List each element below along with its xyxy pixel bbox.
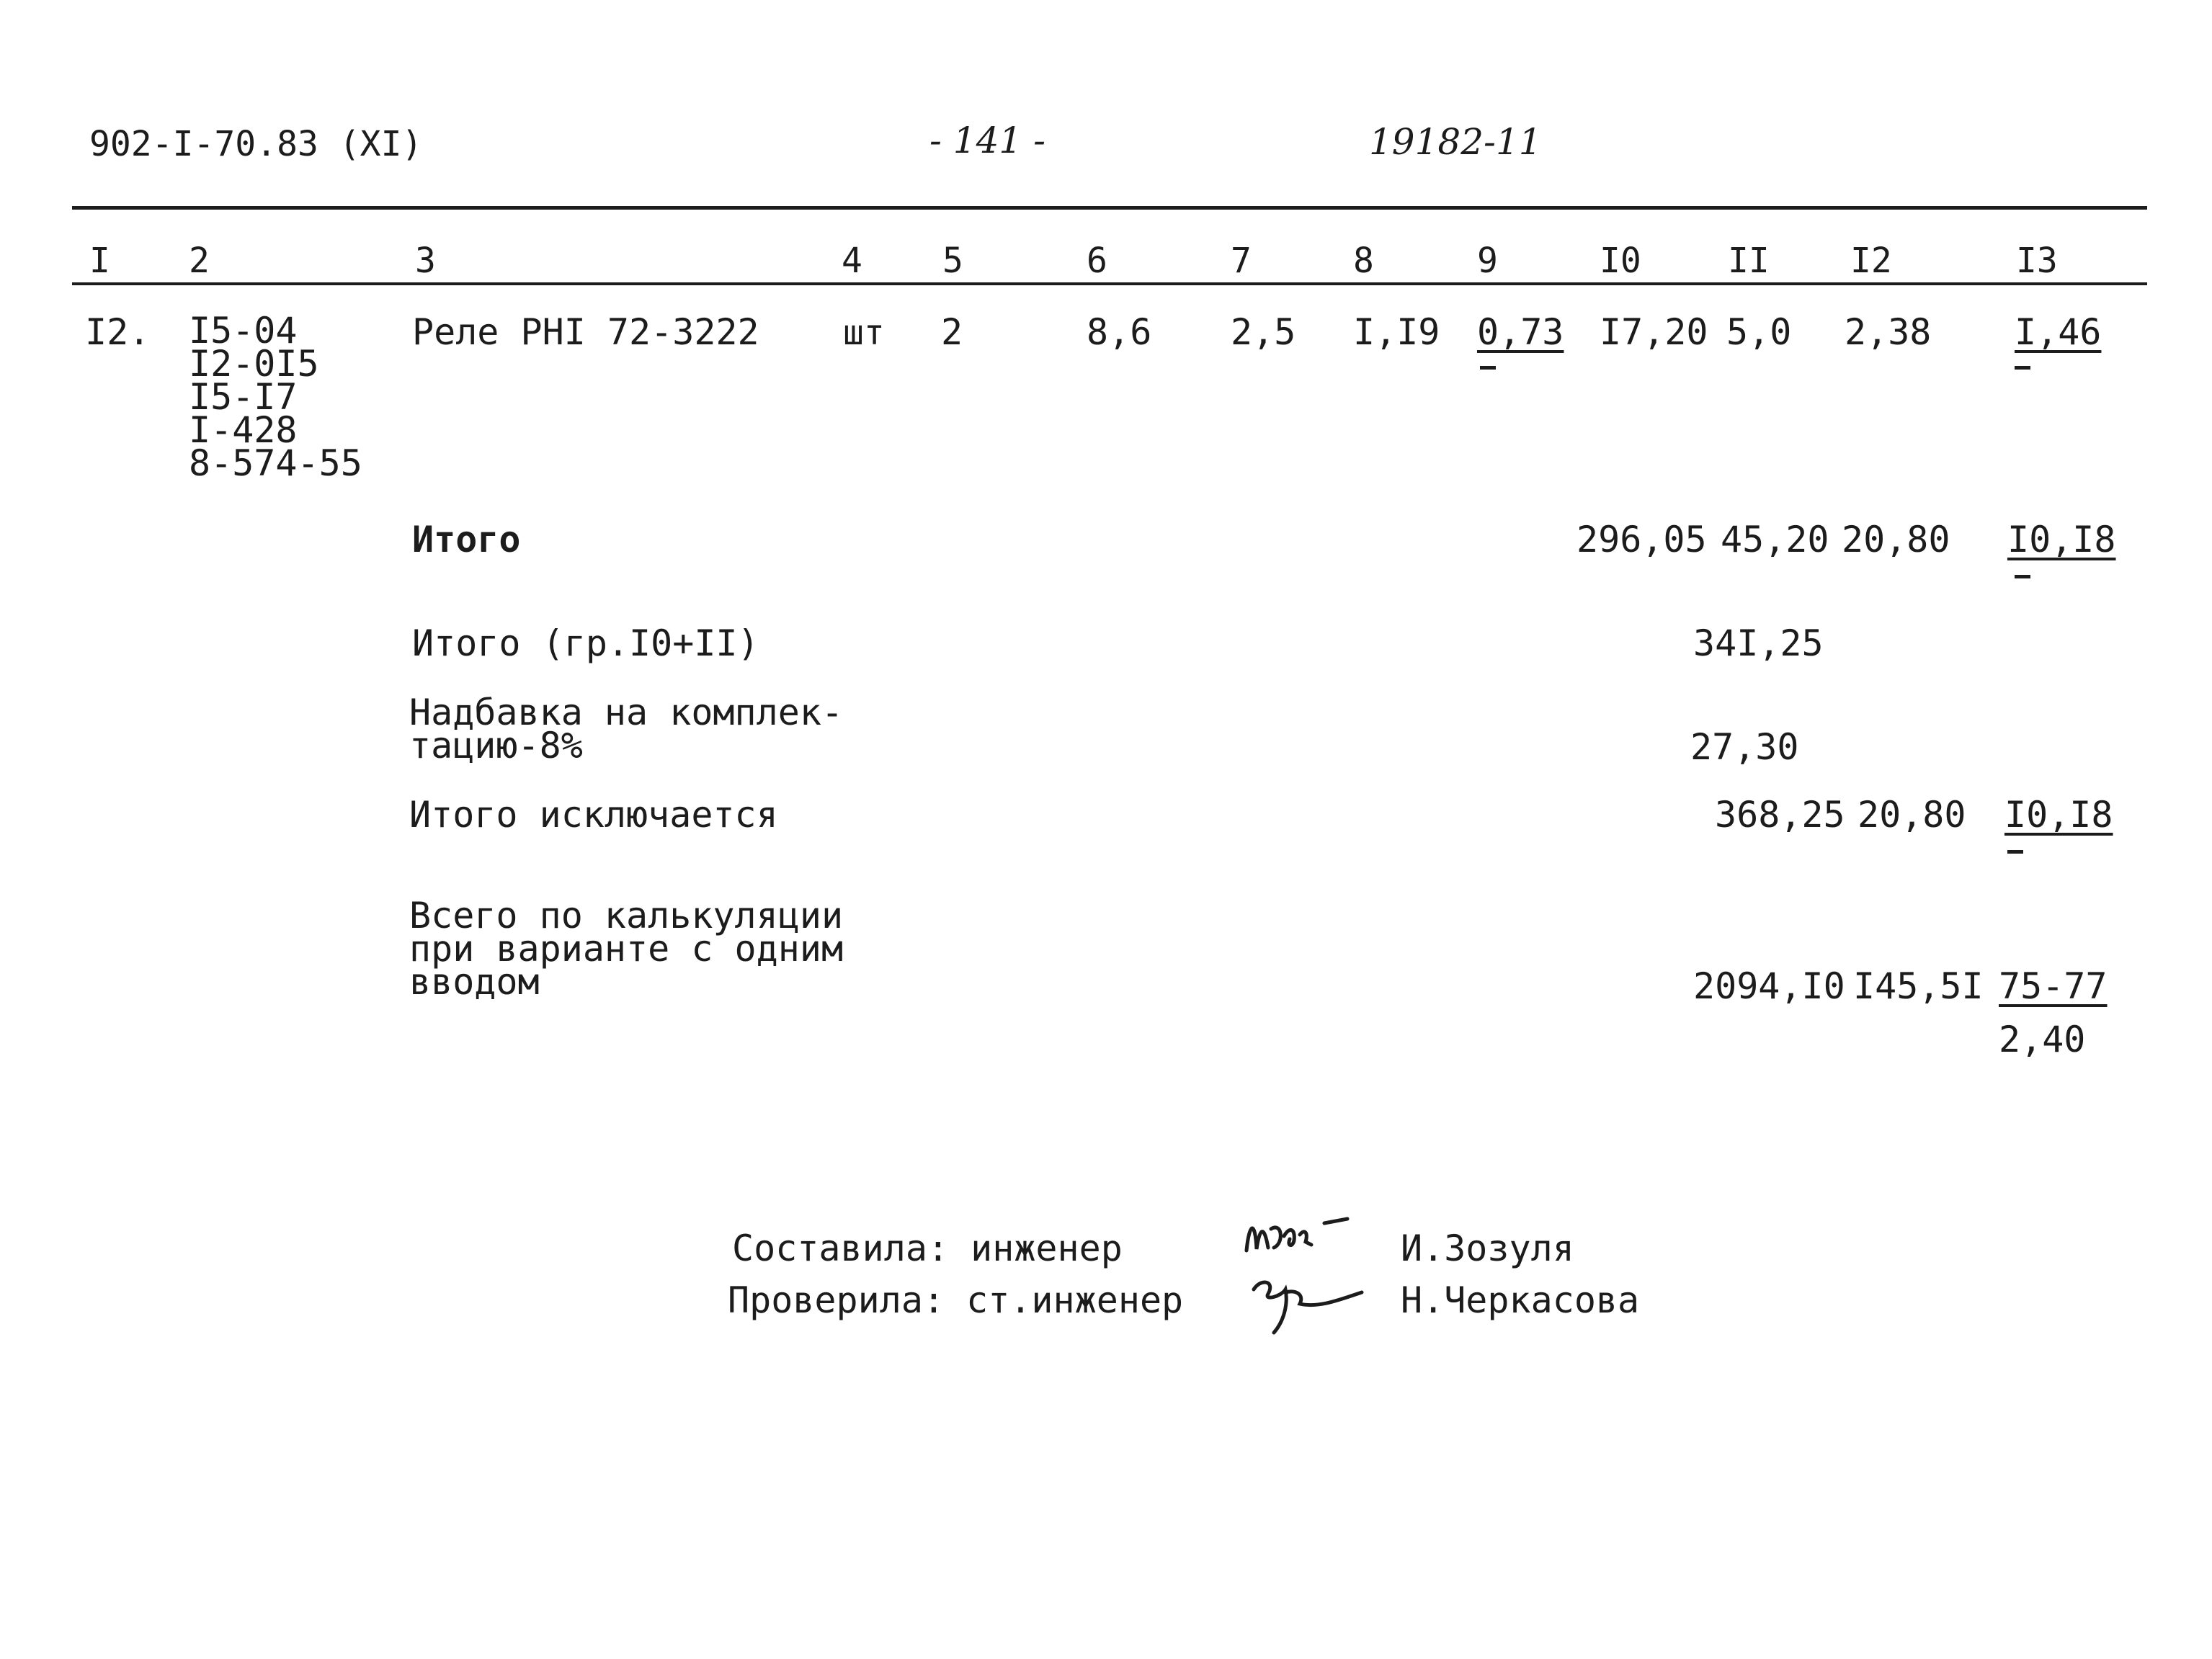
checked-by-label: Проверила: ст.инженер <box>728 1279 1184 1321</box>
summary-col13: I0,I8 <box>2007 519 2116 560</box>
item-name: Реле РНI 72-3222 <box>412 311 759 353</box>
summary-col10: 296,05 <box>1577 519 1707 560</box>
quantity-cell: 2 <box>941 311 963 353</box>
checked-by-name: Н.Черкасова <box>1401 1279 1640 1321</box>
column-header: I <box>89 241 110 281</box>
column-header: 6 <box>1087 241 1107 281</box>
column-header: 7 <box>1231 241 1252 281</box>
price-codes <box>189 310 362 484</box>
column-header: I2 <box>1850 241 1892 281</box>
summary-col12: 20,80 <box>1842 519 1950 560</box>
summary-label: Итого <box>412 519 521 560</box>
summary-label-line: при варианте с одним <box>409 928 844 970</box>
summary-label: Итого (гр.I0+II) <box>412 622 759 664</box>
page-number: - 141 - <box>929 120 1046 161</box>
column-header: I0 <box>1600 241 1641 281</box>
column-header: 2 <box>189 241 210 281</box>
underline-mark <box>1480 366 1496 370</box>
summary-col11: 45,20 <box>1721 519 1829 560</box>
column-header: 8 <box>1353 241 1374 281</box>
header-bottom-rule <box>72 282 2147 285</box>
compiled-by-name: И.Зозуля <box>1401 1228 1574 1269</box>
summary-label: Итого исключается <box>409 794 778 836</box>
summary-col13: I0,I8 <box>2004 794 2113 836</box>
summary-col11: 2094,I0 <box>1693 965 1845 1007</box>
document-code: 902-I-70.83 (XI) <box>89 124 423 164</box>
summary-col12: I45,5I <box>1853 965 1984 1007</box>
price-code: 8-574-55 <box>189 442 362 484</box>
header-top-rule <box>72 206 2147 210</box>
price-code: I2-0I5 <box>189 343 319 385</box>
handwritten-signature-cherkasova <box>1239 1261 1376 1340</box>
summary-col13-numerator: 75-77 <box>1999 965 2108 1007</box>
summary-col13-denominator: 2,40 <box>1999 1019 2086 1060</box>
cell-col7: 2,5 <box>1231 311 1296 353</box>
cell-col12: 2,38 <box>1845 311 1932 353</box>
summary-label-line: Всего по калькуляции <box>409 895 844 936</box>
cell-col13: I,46 <box>2015 311 2102 353</box>
cell-col10: I7,20 <box>1600 311 1708 353</box>
underline-mark <box>2015 366 2030 370</box>
column-header: I3 <box>2016 241 2058 281</box>
album-number: 19182-11 <box>1369 121 1542 163</box>
summary-label: Надбавка на комплек- <box>409 692 844 733</box>
column-header: 3 <box>415 241 436 281</box>
row-number: I2. <box>85 311 151 353</box>
price-code: I5-04 <box>189 310 298 352</box>
underline-mark <box>2015 575 2030 578</box>
price-code: I-428 <box>189 409 298 451</box>
summary-label <box>409 895 844 1003</box>
column-header: 9 <box>1477 241 1498 281</box>
cell-col6: 8,6 <box>1087 311 1152 353</box>
price-code: I5-I7 <box>189 376 298 418</box>
summary-col12: 20,80 <box>1858 794 1966 836</box>
column-header: II <box>1728 241 1770 281</box>
compiled-by-label: Составила: инженер <box>732 1228 1123 1269</box>
column-header: 4 <box>842 241 862 281</box>
summary-label-line: вводом <box>409 961 540 1003</box>
cell-col11: 5,0 <box>1726 311 1792 353</box>
summary-col11: 368,25 <box>1715 794 1845 836</box>
underline-mark <box>2007 850 2023 854</box>
summary-label: тацию-8% <box>409 725 583 766</box>
summary-value: 27,30 <box>1690 726 1799 768</box>
cell-col9: 0,73 <box>1477 311 1564 353</box>
summary-value: 34I,25 <box>1693 622 1824 664</box>
column-header: 5 <box>942 241 963 281</box>
unit-cell: шт <box>843 313 885 353</box>
cell-col8: I,I9 <box>1353 311 1440 353</box>
